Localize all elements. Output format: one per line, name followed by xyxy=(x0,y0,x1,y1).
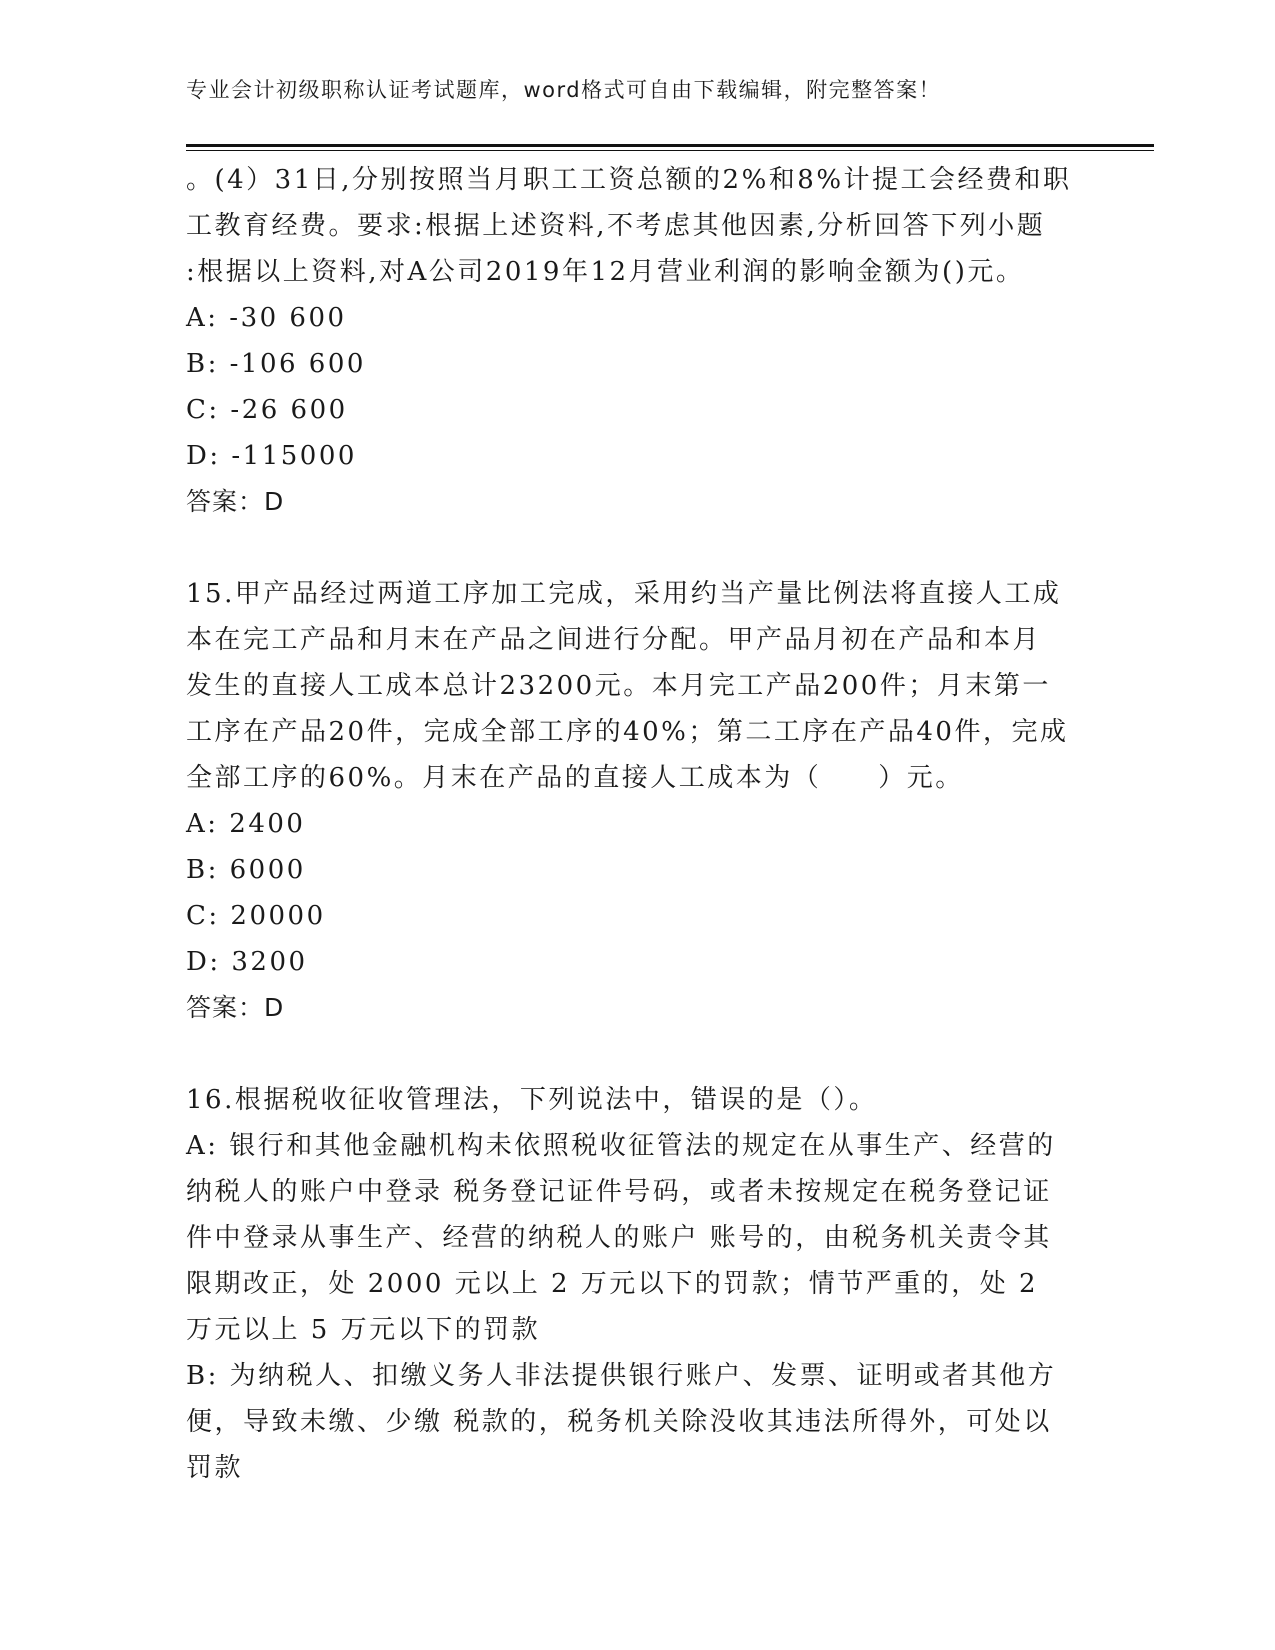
option-b: B: -106 600 xyxy=(186,349,366,379)
spacer xyxy=(186,1031,1086,1077)
question-14-line: :根据以上资料,对A公司2019年12月营业利润的影响金额为()元。 xyxy=(186,257,1025,287)
document-header: 专业会计初级职称认证考试题库，word格式可自由下载编辑，附完整答案！ xyxy=(186,78,942,102)
option-c: C: 20000 xyxy=(186,901,326,931)
question-16-line: B: 为纳税人、扣缴义务人非法提供银行账户、发票、证明或者其他方 xyxy=(186,1361,1057,1391)
option-b: B: 6000 xyxy=(186,855,306,885)
question-14-line: 工教育经费。要求:根据上述资料,不考虑其他因素,分析回答下列小题 xyxy=(186,211,1046,241)
question-16-line: 件中登录从事生产、经营的纳税人的账户 账号的，由税务机关责令其 xyxy=(186,1223,1052,1253)
option-c: C: -26 600 xyxy=(186,395,348,425)
question-15-line: 工序在产品20件，完成全部工序的40%；第二工序在产品40件，完成 xyxy=(186,717,1069,747)
question-16-line: 罚款 xyxy=(186,1453,244,1483)
question-15 xyxy=(186,571,1086,1031)
option-a: A: -30 600 xyxy=(186,303,347,333)
question-15-line: 本在完工产品和月末在产品之间进行分配。甲产品月初在产品和本月 xyxy=(186,625,1042,655)
question-16-line: 限期改正，处 2000 元以上 2 万元以下的罚款；情节严重的，处 2 xyxy=(186,1269,1039,1299)
header-divider-thin xyxy=(186,150,1154,151)
question-16-line: A: 银行和其他金融机构未依照税收征管法的规定在从事生产、经营的 xyxy=(186,1131,1056,1161)
option-a: A: 2400 xyxy=(186,809,306,839)
question-15-line: 全部工序的60%。月末在产品的直接人工成本为（ ）元。 xyxy=(186,763,964,793)
option-d: D: -115000 xyxy=(186,441,357,471)
question-16 xyxy=(186,1077,1086,1491)
question-16-line: 纳税人的账户中登录 税务登记证件号码，或者未按规定在税务登记证 xyxy=(186,1177,1052,1207)
spacer xyxy=(186,525,1086,571)
question-16-line: 便，导致未缴、少缴 税款的，税务机关除没收其违法所得外，可处以 xyxy=(186,1407,1052,1437)
header-divider-thick xyxy=(186,144,1154,147)
option-d: D: 3200 xyxy=(186,947,308,977)
answer: 答案：D xyxy=(186,487,285,516)
question-16-line: 16.根据税收征收管理法，下列说法中，错误的是（）。 xyxy=(186,1085,878,1115)
question-15-line: 15.甲产品经过两道工序加工完成，采用约当产量比例法将直接人工成 xyxy=(186,579,1062,609)
question-14-line: 。(4）31日,分别按照当月职工工资总额的2%和8%计提工会经费和职 xyxy=(186,165,1072,195)
document-body xyxy=(186,157,1086,1491)
question-16-line: 万元以上 5 万元以下的罚款 xyxy=(186,1315,541,1345)
question-14 xyxy=(186,157,1086,525)
question-15-line: 发生的直接人工成本总计23200元。本月完工产品200件；月末第一 xyxy=(186,671,1051,701)
answer: 答案：D xyxy=(186,993,285,1022)
